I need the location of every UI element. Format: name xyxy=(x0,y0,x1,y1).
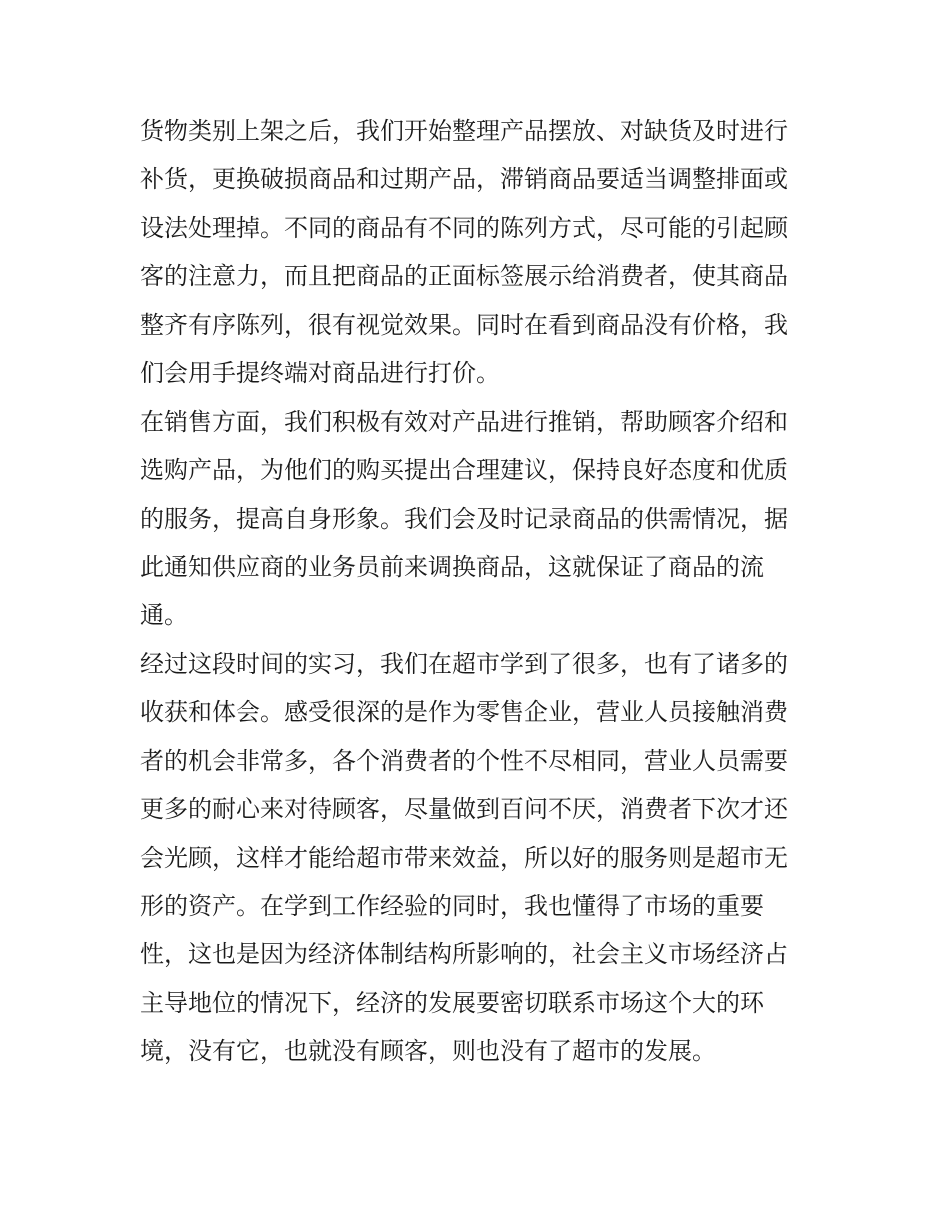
text-line: 此通知供应商的业务员前来调换商品，这就保证了商品的流 xyxy=(140,552,764,581)
text-line: 形的资产。在学到工作经验的同时，我也懂得了市场的重要 xyxy=(140,892,764,920)
body-text xyxy=(140,107,820,1076)
text-line: 会光顾，这样才能给超市带来效益，所以好的服务则是超市无 xyxy=(140,843,788,872)
text-line: 选购产品，为他们的购买提出合理建议，保持良好态度和优质 xyxy=(140,456,788,485)
text-line: 货物类别上架之后，我们开始整理产品摆放、对缺货及时进行 xyxy=(140,117,788,145)
paragraph-sales xyxy=(140,398,820,640)
text-line: 通。 xyxy=(140,601,188,630)
text-line: 们会用手提终端对商品进行打价。 xyxy=(140,359,500,388)
text-line: 经过这段时间的实习，我们在超市学到了很多，也有了诸多的 xyxy=(140,649,788,678)
text-line: 补货，更换破损商品和过期产品，滞销商品要适当调整排面或 xyxy=(140,165,788,194)
text-line: 的服务，提高自身形象。我们会及时记录商品的供需情况，据 xyxy=(140,504,788,533)
paragraph-reflection xyxy=(140,640,820,1076)
text-line: 设法处理掉。不同的商品有不同的陈列方式，尽可能的引起顾 xyxy=(140,213,788,242)
text-line: 者的机会非常多，各个消费者的个性不尽相同，营业人员需要 xyxy=(140,746,788,775)
text-line: 在销售方面，我们积极有效对产品进行推销，帮助顾客介绍和 xyxy=(140,407,788,436)
text-line: 主导地位的情况下，经济的发展要密切联系市场这个大的环 xyxy=(140,988,764,1017)
text-line: 性，这也是因为经济体制结构所影响的，社会主义市场经济占 xyxy=(140,940,788,969)
paragraph-shelving xyxy=(140,107,820,398)
text-line: 整齐有序陈列，很有视觉效果。同时在看到商品没有价格，我 xyxy=(140,310,788,339)
text-line: 境，没有它，也就没有顾客，则也没有了超市的发展。 xyxy=(140,1037,716,1066)
text-line: 客的注意力，而且把商品的正面标签展示给消费者，使其商品 xyxy=(140,262,788,291)
text-line: 更多的耐心来对待顾客，尽量做到百问不厌，消费者下次才还 xyxy=(140,795,788,824)
text-line: 收获和体会。感受很深的是作为零售企业，营业人员接触消费 xyxy=(140,698,788,727)
